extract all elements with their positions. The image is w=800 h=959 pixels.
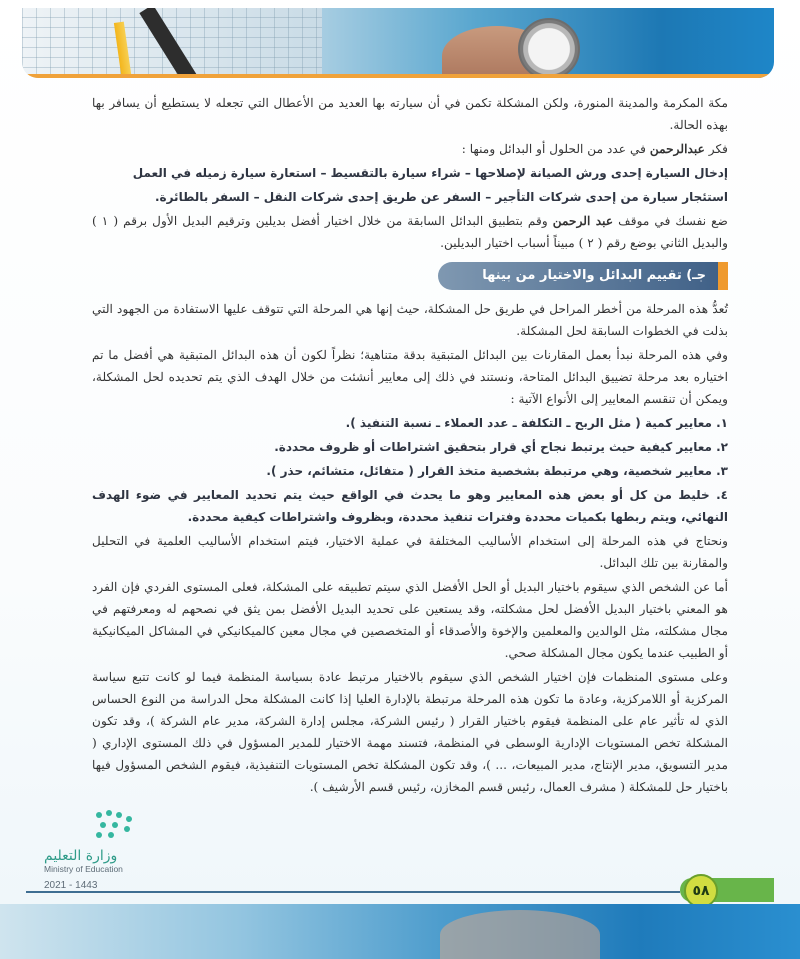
paragraph-exercise [92, 210, 728, 254]
exercise-prefix: ضع نفسك في موقف [613, 214, 728, 228]
criteria-item-4: ٤. خليط من كل أو بعض هذه المعايير وهو ما يحدث في الواقع حيث يتم تحديد المعايير في ضوء الهدف النهائي، ويتم ربطها بكميات محددة وفترات تنفيذ محددة، وبظروف واشتراطات كيفية محددة. [92, 488, 728, 524]
ministry-logo-dots [92, 808, 140, 840]
criteria-item-1: ١. معايير كمية ( مثل الربح ـ التكلفة ـ عدد العملاء ـ نسبة التنفيذ ). [345, 416, 728, 430]
ministry-name-english: Ministry of Education [44, 864, 123, 874]
paragraph-options-intro [92, 138, 728, 160]
banner-accent-line [22, 74, 774, 78]
alternatives-line-2: استئجار سيارة من إحدى شركات التأجير – السفر عن طريق إحدى شركات النقل – السفر بالطائرة. [154, 190, 728, 204]
footer-rule [26, 891, 680, 893]
criteria-item-3: ٣. معايير شخصية، وهي مرتبطة بشخصية متخذ القرار ( متفائل، متشائم، حذر ). [266, 464, 728, 478]
section-paragraph-3: ونحتاج في هذه المرحلة إلى استخدام الأساليب المختلفة في عملية الاختيار، فيتم استخدام الأساليب العلمية في التحليل والمقارنة بين تلك البدائل. [92, 534, 728, 570]
criteria-item-2: ٢. معايير كيفية حيث يرتبط نجاح أي قرار بتحقيق اشتراطات أو ظروف محددة. [274, 440, 728, 454]
exercise-suffix: وقم بتطبيق البدائل السابقة من خلال اختيار أفضل بديلين وترقيم البديل الأول برقم ( ١ ) والبديل الثاني بوضع رقم ( ٢ ) مبيناً أسباب اختيار البديلين. [92, 214, 728, 250]
header-banner [22, 8, 774, 78]
options-intro-suffix: في عدد من الحلول أو البدائل ومنها : [461, 142, 650, 156]
person-name-2: عبد الرحمن [552, 214, 614, 228]
person-name: عبدالرحمن [649, 142, 705, 156]
options-intro-prefix: فكر [704, 142, 728, 156]
ministry-name-arabic: وزارة التعليم [44, 848, 118, 864]
section-paragraph-1: تُعدُّ هذه المرحلة من أخطر المراحل في طريق حل المشكلة، حيث إنها هي المرحلة التي تتوقف عليها الاستفادة من الجهود التي بذلت في الخطوات السابقة لحل المشكلة. [92, 302, 728, 338]
page-number: ٥٨ [684, 874, 718, 908]
section-heading: جـ) تقييم البدائل والاختيار من بينها [438, 262, 728, 290]
footer-banner [0, 904, 800, 959]
paragraph-intro: مكة المكرمة والمدينة المنورة، ولكن المشكلة تكمن في أن سيارته بها العديد من الأعطال التي تجعله لا يستطيع أن يسافر بها بهذه الحالة. [92, 96, 728, 132]
alternatives-line-1: إدخال السيارة إحدى ورش الصيانة لإصلاحها – شراء سيارة بالتقسيط – استعارة سيارة زميله في العمل [132, 166, 728, 180]
section-paragraph-5: وعلى مستوى المنظمات فإن اختيار الشخص الذي سيقوم بالاختيار مرتبط عادة بسياسة المنظمة فيما لو كانت تتبع سياسة المركزية أو اللامركزية، وعادة ما تكون هذه المرحلة مرتبطة بالإدارة العليا إذا كانت المشكلة محل الدراسة من النوع الحساس الذي له تأثير عام على المنظمة فيقوم باختيار القرار ( رئيس الشركة، مجلس إدارة الشركة، مدير عام الشركة )، وقد تكون المشكلة تخص المستويات الإدارية الوسطى في المنظمة، فتسند مهمة الاختيار للمدير المسؤول في ذلك المستوى الإداري ( مدير التسويق، مدير الإنتاج، مدير المبيعات، ... )، وقد تكون المشكلة تخص المستويات التنفيذية، فيقوم الشخص المسؤول فيها باختيار حل للمشكلة ( مشرف العمال، رئيس قسم المخازن، رئيس قسم الأرشيف ). [92, 670, 728, 794]
main-content [92, 92, 728, 800]
footer-hand-image [440, 910, 600, 959]
edition-year: 2021 - 1443 [44, 880, 98, 891]
section-paragraph-2: وفي هذه المرحلة نبدأ بعمل المقارنات بين البدائل المتبقية بدقة متناهية؛ نظراً لكون أن هذه البدائل المتبقية هي أفضل ما تم اختياره بعد مرحلة تضييق البدائل المتاحة، ونستند في ذلك إلى معايير أنشئت من خلال الهدف الذي يتم تحديده لحل المشكلة، ويمكن أن تنقسم المعايير إلى الأنواع الآتية : [92, 348, 728, 406]
section-paragraph-4: أما عن الشخص الذي سيقوم باختيار البديل أو الحل الأفضل الذي سيتم تطبيقه على المشكلة، فعلى المستوى الفردي فإن الفرد هو المعني باختيار البديل الأفضل لحل مشكلته، وقد يستعين على تحديد البديل الأفضل بمن يثق في نصحهم له ومعرفتهم في مجال مشكلته، مثل الوالدين والمعلمين والإخوة والأصدقاء أو المتخصصين في مجال معين كالميكانيكي في المشاكل الميكانيكية أو الطبيب عندما يكون مجال المشكلة صحي. [92, 580, 728, 660]
ministry-logo [44, 848, 134, 874]
pocket-watch-icon [518, 18, 580, 78]
